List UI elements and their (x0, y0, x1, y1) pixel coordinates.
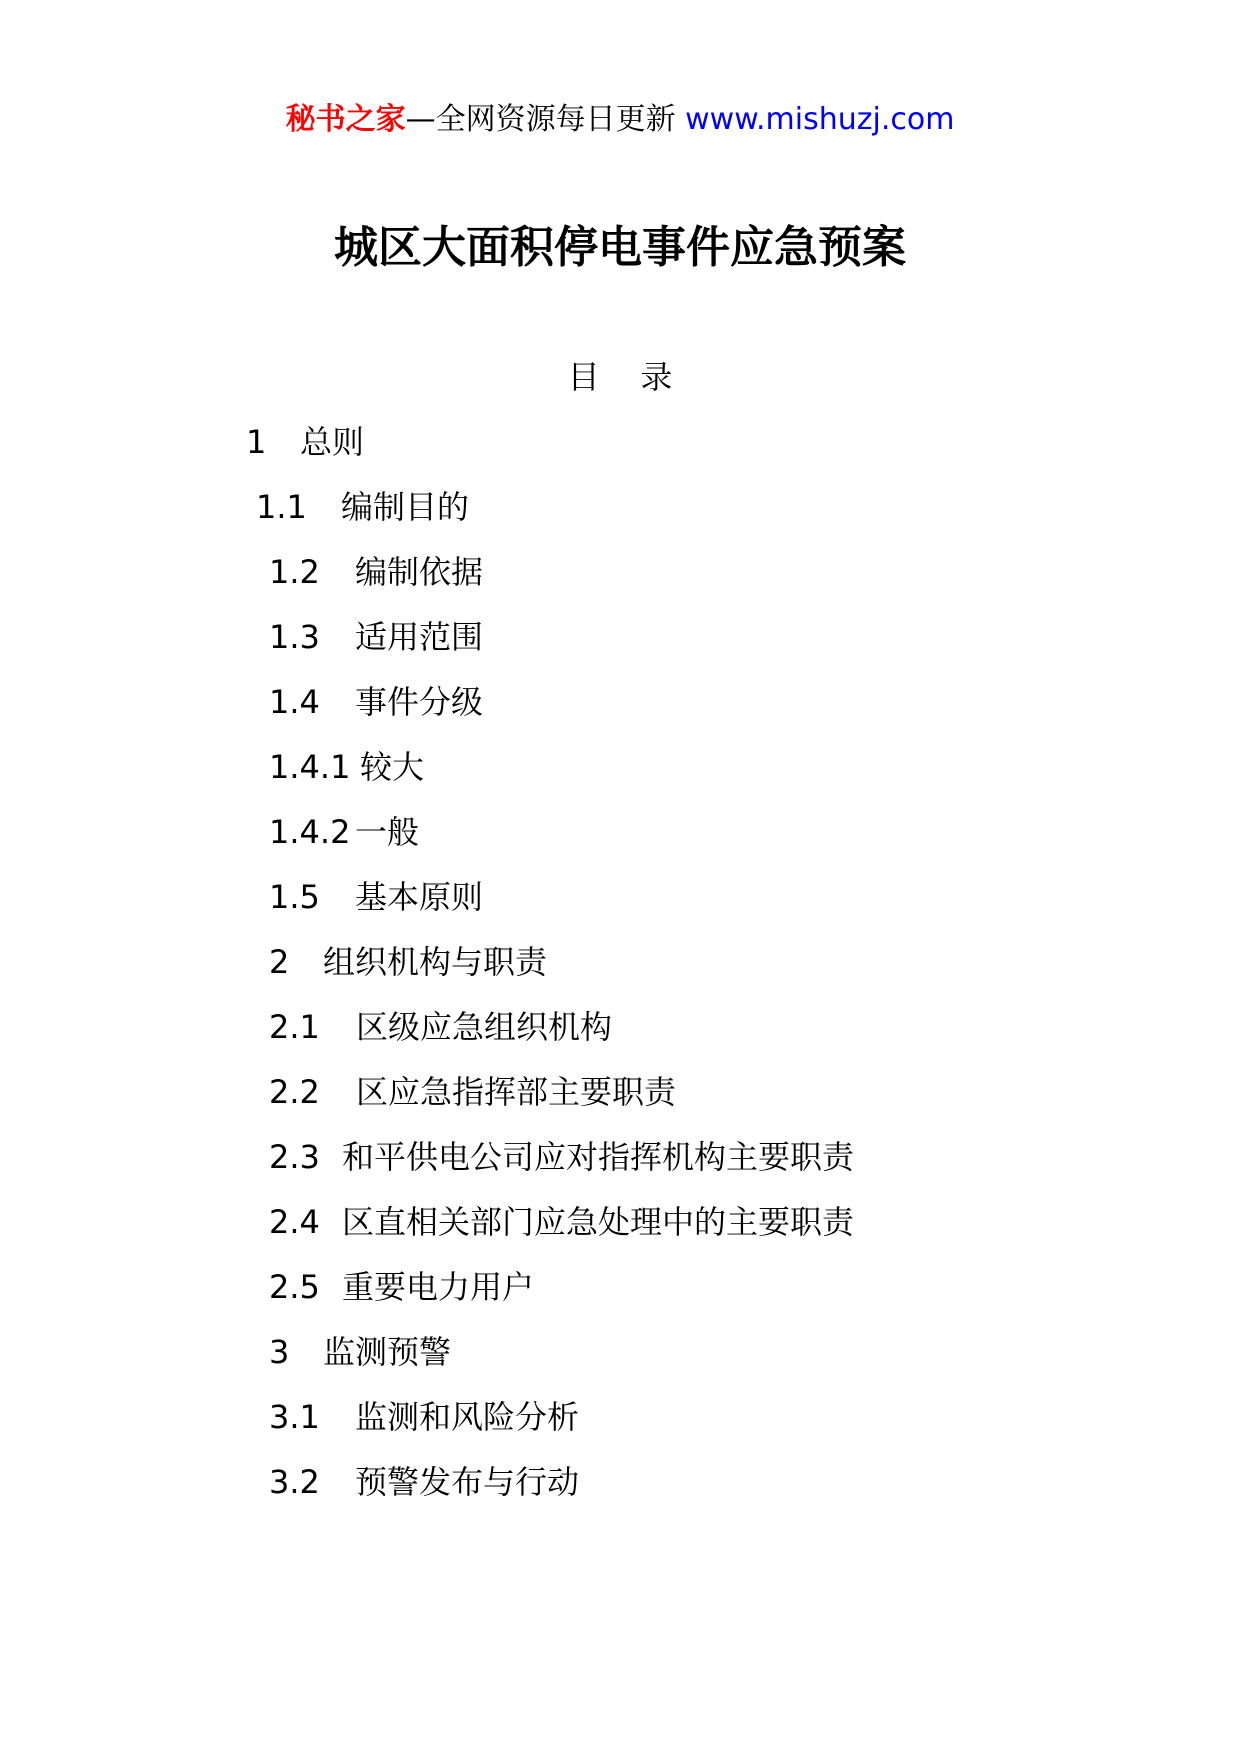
toc-item-number: 1.4 (269, 683, 320, 721)
toc-item[interactable] (269, 1070, 676, 1114)
toc-item[interactable] (269, 680, 483, 724)
toc-item-number: 3.2 (269, 1463, 320, 1501)
toc-item-title: 适用范围 (355, 618, 484, 656)
toc-item-number: 2.5 (269, 1268, 320, 1306)
toc-item-number: 3.1 (269, 1398, 320, 1436)
toc-item-number: 2.3 (269, 1138, 320, 1176)
toc-item[interactable] (269, 745, 424, 789)
toc-item-number: 1.3 (269, 618, 320, 656)
toc-item[interactable] (269, 1330, 451, 1374)
site-url-link[interactable]: www.mishuzj.com (685, 102, 955, 137)
site-brand: 秘书之家 (285, 102, 406, 137)
toc-item-title: 事件分级 (355, 683, 484, 721)
toc-item-number: 2.1 (269, 1008, 320, 1046)
toc-item[interactable] (269, 875, 483, 919)
toc-item-title: 重要电力用户 (342, 1268, 535, 1306)
toc-item[interactable] (269, 1460, 579, 1504)
toc-item[interactable] (269, 1005, 612, 1049)
toc-item-number: 1.1 (256, 488, 307, 526)
toc-item[interactable] (269, 550, 483, 594)
document-title: 城区大面积停电事件应急预案 (334, 222, 906, 273)
toc-item-title: 一般 (355, 813, 420, 851)
toc-item-title: 编制目的 (341, 488, 470, 526)
toc-item[interactable] (269, 1135, 854, 1179)
toc-item-title: 编制依据 (355, 553, 484, 591)
toc-item-title: 监测预警 (323, 1333, 452, 1371)
toc-item-title: 基本原则 (355, 878, 484, 916)
toc-item[interactable] (269, 1265, 534, 1309)
toc-item[interactable] (269, 1395, 579, 1439)
site-slogan: —全网资源每日更新 (405, 102, 676, 137)
toc-item[interactable] (269, 940, 547, 984)
toc-item-number: 2.2 (269, 1073, 320, 1111)
toc-item-number: 1 (246, 423, 267, 461)
toc-item-title: 区应急指挥部主要职责 (356, 1073, 677, 1111)
toc-item[interactable] (269, 615, 483, 659)
toc-item-number: 2 (269, 943, 290, 981)
toc-item-number: 1.4.2 (269, 813, 351, 851)
toc-item-title: 组织机构与职责 (323, 943, 548, 981)
toc-item[interactable] (269, 810, 419, 854)
toc-heading: 目 录 (567, 358, 673, 396)
toc-item-title: 预警发布与行动 (355, 1463, 580, 1501)
toc-item-title: 较大 (360, 748, 425, 786)
toc-item-number: 1.2 (269, 553, 320, 591)
toc-item-title: 监测和风险分析 (355, 1398, 580, 1436)
toc-item[interactable] (256, 485, 469, 529)
toc-item[interactable] (269, 1200, 854, 1244)
toc-item[interactable] (246, 420, 364, 464)
toc-item-title: 总则 (300, 423, 365, 461)
toc-item-title: 和平供电公司应对指挥机构主要职责 (342, 1138, 855, 1176)
toc-item-number: 3 (269, 1333, 290, 1371)
toc-item-number: 1.4.1 (269, 748, 351, 786)
toc-item-title: 区直相关部门应急处理中的主要职责 (342, 1203, 855, 1241)
toc-item-number: 2.4 (269, 1203, 320, 1241)
toc-item-number: 1.5 (269, 878, 320, 916)
toc-item-title: 区级应急组织机构 (356, 1008, 613, 1046)
